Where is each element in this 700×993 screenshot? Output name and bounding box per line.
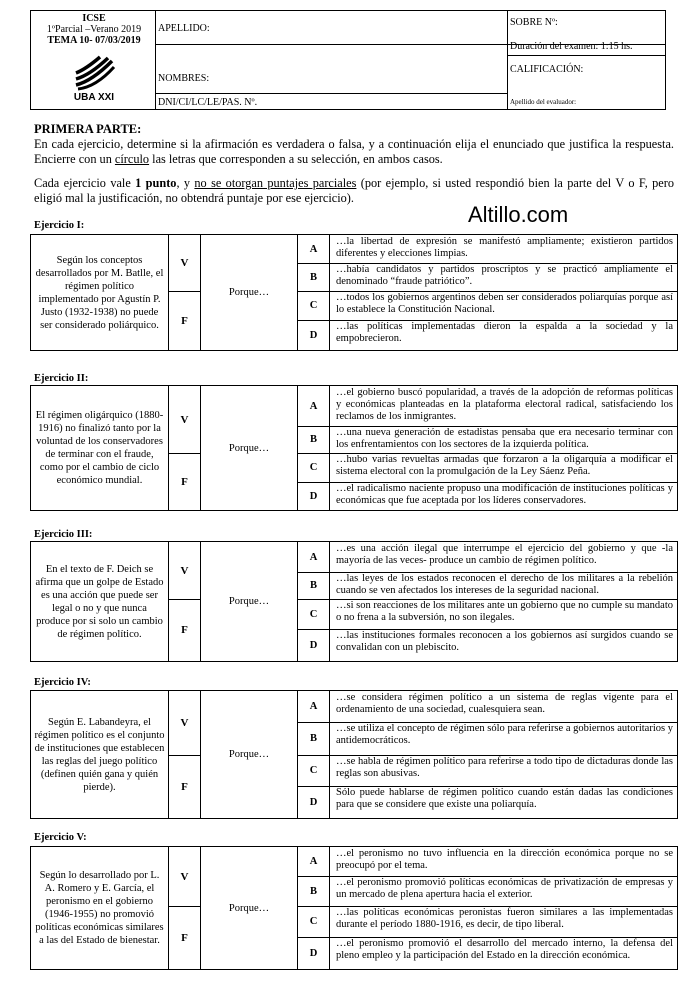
option-letter[interactable]: D [297,320,329,350]
option-text: …se habla de régimen político para referirse a todo tipo de dictaduras donde las reglas son abusivas. [329,755,677,786]
option-text: …es una acción ilegal que interrumpe el ejercicio del gobierno y que -la mayoría de las veces- produce un cambio de régimen político. [329,542,677,572]
exercise-statement: En el texto de F. Deich se afirma que un golpe de Estado es una acción que puede ser legal o no y que nunca produce por si solo un cambio de régimen político. [35,563,164,640]
exam-header [30,10,666,110]
option-letter[interactable]: B [297,572,329,599]
option-letter[interactable]: C [297,906,329,937]
exercise-table [30,690,678,819]
option-letter[interactable]: C [297,453,329,482]
option-letter[interactable]: D [297,786,329,818]
false-option[interactable]: F [168,453,200,510]
option-letter[interactable]: A [297,542,329,572]
exercise-title: Ejercicio III: [34,529,93,540]
exercise-table [30,385,678,511]
false-option[interactable]: F [168,599,200,661]
apellido-field[interactable]: APELLIDO: [158,23,210,34]
true-option[interactable]: V [168,235,200,291]
true-option[interactable]: V [168,542,200,599]
false-option[interactable]: F [168,291,200,350]
option-letter[interactable]: B [297,426,329,453]
option-letter[interactable]: A [297,235,329,263]
option-text: Sólo puede hablarse de régimen político cuando están dadas las condiciones para que se considere que existe una poliarquía. [329,786,677,818]
option-text: …el peronismo promovió el desarrollo del mercado interno, la defensa del pleno empleo y la participación del Estado en la dirección económica. [329,937,677,969]
option-text: …se utiliza el concepto de régimen sólo para referirse a gobiernos autoritarios y antidemocráticos. [329,722,677,755]
false-option[interactable]: F [168,906,200,969]
course-name: ICSE [82,13,106,24]
option-text: …una nueva generación de estadistas pensaba que era necesario terminar con los enfrentamientos con los sectores de la izquierda política. [329,426,677,453]
true-option[interactable]: V [168,691,200,755]
option-text: …el radicalismo naciente propuso una modificación de instituciones políticas y económicas que fue aceptada por los líderes conservadores. [329,482,677,510]
watermark: Altillo.com [468,202,569,227]
option-text: …las políticas económicas peronistas fueron similares a las implementadas durante el período 1880-1916, es decir, de tipo liberal. [329,906,677,937]
exercise-title: Ejercicio IV: [34,677,91,688]
instructions-paragraph-1: En cada ejercicio, determine si la afirmación es verdadera o falsa, y a continuación elija el enunciado que justifica la respuesta. Encierre con un círculo las letras que corresponden a su selección, en ambos casos. [34,137,674,166]
option-letter[interactable]: C [297,599,329,629]
exercise-statement: El régimen oligárquico (1880-1916) no finalizó tanto por la voluntad de los conservadores de terminar con el fraude, como por el cambio de ciclo económico mundial. [35,410,164,486]
logo-text: UBA XXI [73,92,115,103]
calificacion-field[interactable]: CALIFICACIÓN: [510,64,584,75]
exercise-title: Ejercicio I: [34,220,85,231]
option-letter[interactable]: B [297,876,329,906]
porque-label: Porque… [200,386,297,510]
uba-logo-icon [72,55,116,91]
option-text: …la libertad de expresión se manifestó ampliamente; existieron partidos diferentes y elecciones limpias. [329,235,677,263]
option-text: …las instituciones formales reconocen a los gobiernos así surgidos cuando se convalidan con un plebiscito. [329,629,677,661]
porque-label: Porque… [200,235,297,350]
exercise-table [30,846,678,970]
dni-field[interactable]: DNI/CI/LC/LE/PAS. Nº. [158,97,258,108]
section-title: PRIMERA PARTE: [34,122,142,136]
exercise-statement: Según E. Labandeyra, el régimen político es el conjunto de instituciones que establecen las reglas del juego político (definen quién gana y quién pierde). [34,716,165,793]
exercise-title: Ejercicio II: [34,373,89,384]
option-letter[interactable]: D [297,629,329,661]
false-option[interactable]: F [168,755,200,818]
exercise-statement: Según los conceptos desarrollados por M. Batlle, el régimen político implementado por Agustín P. Justo (1932-1938) no puede ser considerado poliárquico. [35,254,164,331]
option-text: …el peronismo no tuvo influencia en la dirección económica porque no se preocupó por el tema. [329,847,677,876]
exam-duration: Duración del examen: 1:15 hs. [510,41,633,52]
porque-label: Porque… [200,847,297,969]
true-option[interactable]: V [168,386,200,453]
exam-topic: TEMA 10- 07/03/2019 [47,35,141,46]
sobre-field[interactable]: SOBRE Nº: [510,17,558,28]
exercise-title: Ejercicio V: [34,832,87,843]
option-text: …las leyes de los estados reconocen el derecho de los militares a la rebelión cuando se ven afectados los intereses de la seguridad nacional. [329,572,677,599]
option-text: …todos los gobiernos argentinos deben ser considerados poliarquías porque así lo establece la Constitución Nacional. [329,291,677,320]
exam-period: 1ºParcial –Verano 2019 [46,24,142,35]
porque-label: Porque… [200,691,297,818]
exercise-statement: Según lo desarrollado por L. A. Romero y E. García, el peronismo en el gobierno (1946-1955) no promovió políticas económicas similares a las del Estado de bienestar. [35,870,164,946]
nombres-field[interactable]: NOMBRES: [158,73,210,84]
exercise-table [30,234,678,351]
option-letter[interactable]: C [297,291,329,320]
option-letter[interactable]: A [297,691,329,722]
instructions-paragraph-2: Cada ejercicio vale 1 punto, y no se otorgan puntajes parciales (por ejemplo, si usted respondió bien la parte del V o F, pero eligió mal la justificación, no obtendrá puntaje por ese ejercicio). [34,176,674,205]
option-letter[interactable]: D [297,937,329,969]
option-text: …el gobierno buscó popularidad, a través de la adopción de reformas políticas y económicas planteadas en la plataforma electoral radical, satisfaciendo los reclamos de los inmigrantes. [329,386,677,426]
uba-logo [61,55,127,107]
option-text: …hubo varias revueltas armadas que forzaron a la oligarquía a modificar el sistema electoral con la promulgación de la Ley Sáenz Peña. [329,453,677,482]
true-option[interactable]: V [168,847,200,906]
option-text: …el peronismo promovió políticas económicas de privatización de empresas y un mercado de plena apertura hacia el exterior. [329,876,677,906]
exercise-table [30,541,678,662]
option-text: …las políticas implementadas dieron la espalda a la sociedad y la empobrecieron. [329,320,677,350]
porque-label: Porque… [200,542,297,661]
option-text: …había candidatos y partidos proscriptos y se practicó ampliamente el denominado “fraude patriótico”. [329,263,677,291]
option-letter[interactable]: A [297,847,329,876]
course-info [31,13,157,46]
option-text: …se considera régimen político a un sistema de reglas vigente para el ordenamiento de una sociedad, cualesquiera sean. [329,691,677,722]
option-text: …si son reacciones de los militares ante un gobierno que no cumple su mandato o no frena a la subversión, no son ilegales. [329,599,677,629]
option-letter[interactable]: B [297,263,329,291]
evaluador-field[interactable]: Apellido del evaluador: [510,98,577,106]
option-letter[interactable]: D [297,482,329,510]
option-letter[interactable]: A [297,386,329,426]
option-letter[interactable]: C [297,755,329,786]
option-letter[interactable]: B [297,722,329,755]
